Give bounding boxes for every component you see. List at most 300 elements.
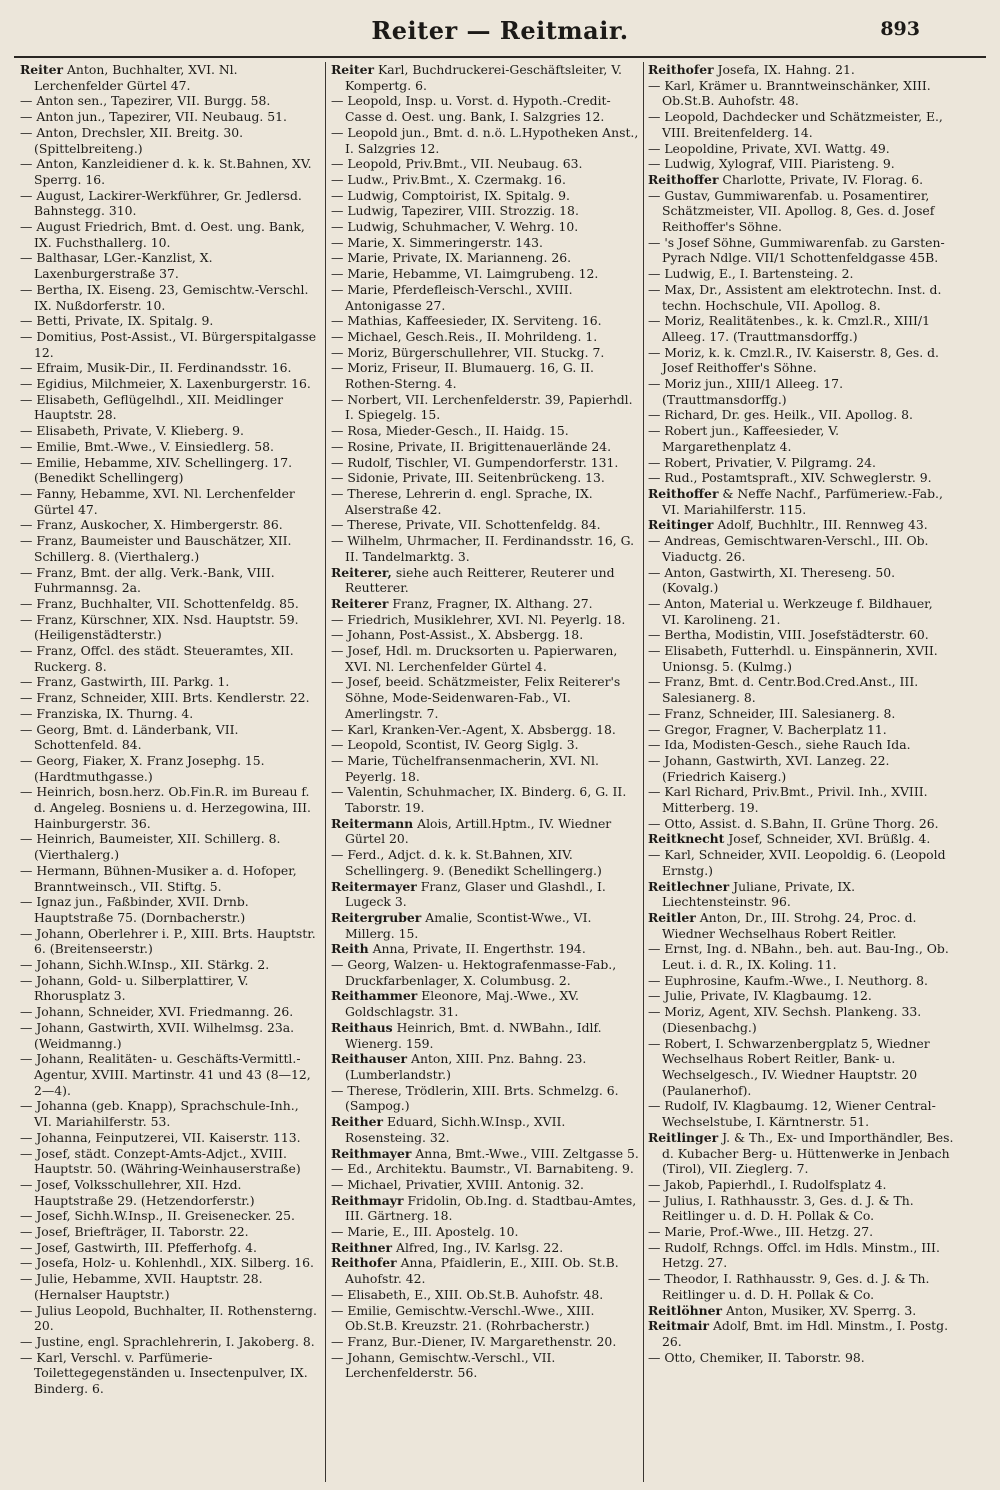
directory-entry — [331, 612, 639, 628]
entry-text: — Johann, Gastwirth, XVI. Lanzeg. 22. (Friedrich Kaiserg.) — [648, 752, 890, 784]
directory-entry — [331, 816, 639, 847]
directory-entry — [648, 156, 954, 172]
entry-text: — Domitius, Post-Assist., VI. Bürgerspitalgasse 12. — [20, 328, 317, 360]
directory-entry — [20, 250, 320, 281]
directory-entry — [648, 423, 954, 454]
directory-entry — [648, 1098, 954, 1129]
entry-text: — Josef, Hdl. m. Drucksorten u. Papierwaren, XVI. Nl. Lerchenfelder Gürtel 4. — [331, 643, 618, 674]
directory-entry — [331, 486, 639, 517]
entry-text: — Anton sen., Tapezirer, VII. Burgg. 58. — [20, 93, 271, 109]
entry-text: Anton, Dr., III. Strohg. 24, Proc. d. Wiedner Wechselhaus Robert Reitler. — [662, 909, 917, 941]
directory-entry — [20, 62, 320, 93]
directory-entry — [648, 62, 954, 78]
entry-text: Franz, Glaser und Glashdl., I. Lugeck 3. — [345, 878, 606, 910]
entry-text: — Robert, Privatier, V. Pilgramg. 24. — [648, 454, 876, 470]
directory-entry — [331, 957, 639, 988]
directory-entry — [331, 1161, 639, 1177]
entry-text: — Franz, Bur.-Diener, IV. Margarethenstr. 20. — [331, 1333, 617, 1349]
entry-surname: Reitlöhner — [648, 1302, 723, 1318]
directory-entry — [331, 1083, 639, 1114]
directory-entry — [20, 612, 320, 643]
entry-text: — Therese, Trödlerin, XIII. Brts. Schmelzg. 6. (Sampog.) — [331, 1082, 619, 1114]
entry-text: — Anton, Material u. Werkzeuge f. Bildhauer, VI. Karolineng. 21. — [648, 595, 933, 627]
entry-surname: Reith — [331, 941, 369, 957]
directory-entry — [648, 643, 954, 674]
directory-entry — [648, 78, 954, 109]
directory-entry — [648, 1004, 954, 1035]
entry-surname: Reiter — [20, 62, 64, 77]
entry-text: — Leopoldine, Private, XVI. Wattg. 49. — [648, 140, 890, 156]
directory-entry — [648, 737, 954, 753]
entry-text: — Fanny, Hebamme, XVI. Nl. Lerchenfelder Gürtel 47. — [20, 485, 295, 517]
directory-entry — [648, 847, 954, 878]
column-divider — [643, 62, 644, 1482]
entry-text: Josef, Schneider, XVI. Brüßlg. 4. — [728, 831, 931, 847]
directory-entry — [20, 329, 320, 360]
entry-text: — Johanna, Feinputzerei, VII. Kaiserstr. 113. — [20, 1129, 301, 1145]
entry-text: — Elisabeth, Private, V. Klieberg. 9. — [20, 423, 244, 439]
entry-text: — Johann, Sichh.W.Insp., XII. Stärkg. 2. — [20, 957, 270, 973]
entry-text: — Therese, Lehrerin d. engl. Sprache, IX. Alserstraße 42. — [331, 485, 593, 517]
entry-text: Alfred, Ing., IV. Karlsg. 22. — [396, 1239, 564, 1255]
directory-entry — [331, 1051, 639, 1082]
entry-text: Eleonore, Maj.-Wwe., XV. Goldschlagstr. 31. — [345, 988, 580, 1020]
entry-text: Juliane, Private, IX. Liechtensteinstr. 96. — [662, 878, 856, 910]
directory-entry — [331, 1334, 639, 1350]
entry-text: — Karl, Verschl. v. Parfümerie-Toilettegegenständen u. Insectenpulver, IX. Binderg. 6. — [20, 1349, 308, 1397]
entry-text: — August, Lackirer-Werkführer, Gr. Jedlersd. Bahnstegg. 310. — [20, 187, 302, 219]
entry-text: — Josef, städt. Conzept-Amts-Adjct., XVIII. Hauptstr. 50. (Währing-Weinhauserstraße) — [20, 1145, 301, 1177]
directory-entry — [20, 188, 320, 219]
directory-entry — [648, 879, 954, 910]
entry-text: — Emilie, Gemischtw.-Verschl.-Wwe., XIII. Ob.St.B. Kreuzstr. 21. (Rohrbacherstr.) — [331, 1302, 595, 1334]
directory-entry — [20, 722, 320, 753]
entry-text: — Georg, Walzen- u. Hektografenmasse-Fab., Druckfarbenlager, X. Columbusg. 2. — [331, 957, 617, 988]
directory-entry — [331, 470, 639, 486]
directory-entry — [648, 533, 954, 564]
directory-entry — [331, 1224, 639, 1240]
entry-text: — Betti, Private, IX. Spitalg. 9. — [20, 313, 214, 329]
entry-text: — Georg, Bmt. d. Länderbank, VII. Schottenfeld. 84. — [20, 721, 239, 753]
directory-entry — [331, 1303, 639, 1334]
directory-entry — [331, 93, 639, 124]
entry-surname: Reitler — [648, 909, 696, 925]
entry-text: Anton, XIII. Pnz. Bahng. 23. (Lumberlandstr.) — [345, 1051, 587, 1082]
entry-text: — Justine, engl. Sprachlehrerin, I. Jakoberg. 8. — [20, 1333, 315, 1349]
directory-entry — [20, 219, 320, 250]
entry-text: — Elisabeth, Futterhdl. u. Einspännerin, XVII. Unionsg. 5. (Kulmg.) — [648, 643, 938, 674]
entry-text: — Franz, Baumeister und Bauschätzer, XII. Schillerg. 8. (Vierthalerg.) — [20, 533, 292, 564]
directory-entry — [20, 517, 320, 533]
entry-text: — Karl, Krämer u. Branntweinschänker, XIII. Ob.St.B. Auhofstr. 48. — [648, 77, 931, 109]
directory-entry — [331, 627, 639, 643]
directory-entry — [331, 1020, 639, 1051]
entry-text: J. & Th., Ex- und Importhändler, Bes. d. Kubacher Berg- u. Hüttenwerke in Jenbach (Tirol), VII. Zieglerg. 7. — [662, 1129, 954, 1177]
column-1 — [20, 62, 320, 1482]
directory-entry — [648, 172, 954, 188]
entry-surname: Reithmayer — [331, 1145, 412, 1161]
page-title: Reiter — Reitmair. — [371, 16, 629, 45]
directory-entry — [20, 1020, 320, 1051]
directory-entry — [20, 1130, 320, 1146]
entry-text: — Karl, Kranken-Ver.-Agent, X. Absbergg. 18. — [331, 721, 616, 737]
directory-entry — [20, 831, 320, 862]
directory-entry — [648, 1318, 954, 1349]
directory-entry — [20, 486, 320, 517]
entry-surname: Reithauser — [331, 1051, 408, 1067]
directory-entry — [20, 282, 320, 313]
directory-entry — [20, 109, 320, 125]
entry-surname: Reithoffer — [648, 171, 719, 187]
entry-surname: Reithaus — [331, 1019, 393, 1035]
entry-text: — Moriz, Friseur, II. Blumauerg. 16, G. II. Rothen-Sterng. 4. — [331, 360, 594, 392]
entry-text: — Franz, Bmt. der allg. Verk.-Bank, VIII. Fuhrmannsg. 2a. — [20, 564, 275, 596]
entry-text: — Jakob, Papierhdl., I. Rudolfsplatz 4. — [648, 1176, 887, 1192]
directory-entry — [331, 360, 639, 391]
entry-text: — Moriz jun., XIII/1 Alleeg. 17. (Trauttmansdorffg.) — [648, 376, 844, 407]
directory-entry — [331, 643, 639, 674]
entry-text: — Marie, Tüchelfransenmacherin, XVI. Nl. Peyerlg. 18. — [331, 752, 599, 784]
entry-text: — Rudolf, IV. Klagbaumg. 12, Wiener Central-Wechselstube, I. Kärntnerstr. 51. — [648, 1098, 936, 1130]
directory-entry — [20, 690, 320, 706]
entry-text: Karl, Buchdruckerei-Geschäftsleiter, V. Kompertg. 6. — [345, 62, 622, 93]
entry-text: — Norbert, VII. Lerchenfelderstr. 39, Papierhdl. I. Spiegelg. 15. — [331, 391, 633, 423]
entry-text: — Balthasar, LGer.-Kanzlist, X. Laxenburgerstraße 37. — [20, 250, 213, 282]
entry-text: — Franziska, IX. Thurng. 4. — [20, 705, 194, 721]
directory-entry — [331, 282, 639, 313]
entry-text: — Franz, Bmt. d. Centr.Bod.Cred.Anst., III. Salesianerg. 8. — [648, 674, 919, 706]
entry-text: — Sidonie, Private, III. Seitenbrückeng. 13. — [331, 470, 605, 486]
directory-entry — [331, 266, 639, 282]
entry-text: — Hermann, Bühnen-Musiker a. d. Hofoper, Branntweinsch., VII. Stiftg. 5. — [20, 862, 297, 894]
directory-entry — [331, 674, 639, 721]
directory-entry — [331, 737, 639, 753]
entry-text: — Franz, Auskocher, X. Himbergerstr. 86. — [20, 517, 283, 533]
entry-text: — Franz, Schneider, III. Salesianerg. 8. — [648, 705, 896, 721]
directory-entry — [331, 910, 639, 941]
directory-entry — [648, 816, 954, 832]
entry-text: — Mathias, Kaffeesieder, IX. Serviteng. 16. — [331, 313, 602, 329]
directory-entry — [331, 565, 639, 596]
directory-entry — [20, 1303, 320, 1334]
directory-entry — [648, 486, 954, 517]
directory-entry — [331, 533, 639, 564]
entry-text: — Andreas, Gemischtwaren-Verschl., III. Ob. Viaductg. 26. — [648, 533, 929, 564]
entry-surname: Reithofer — [331, 1255, 397, 1271]
entry-text: — Otto, Chemiker, II. Taborstr. 98. — [648, 1349, 865, 1365]
entry-text: — Johann, Schneider, XVI. Friedmanng. 26. — [20, 1004, 294, 1020]
entry-text: — Egidius, Milchmeier, X. Laxenburgerstr. 16. — [20, 376, 311, 392]
directory-entry — [648, 1193, 954, 1224]
directory-entry — [20, 706, 320, 722]
directory-entry — [648, 1240, 954, 1271]
directory-entry — [20, 1004, 320, 1020]
entry-surname: Reithner — [331, 1239, 393, 1255]
entry-text: — Franz, Offcl. des städt. Steueramtes, XII. Ruckerg. 8. — [20, 643, 294, 674]
entry-text: — Euphrosine, Kaufm.-Wwe., I. Neuthorg. 8. — [648, 972, 928, 988]
directory-entry — [331, 847, 639, 878]
directory-entry — [331, 156, 639, 172]
directory-entry — [648, 988, 954, 1004]
directory-entry — [331, 62, 639, 93]
directory-entry — [331, 455, 639, 471]
directory-entry — [20, 596, 320, 612]
entry-text: — Michael, Privatier, XVIII. Antonig. 32. — [331, 1176, 584, 1192]
entry-surname: Reitknecht — [648, 831, 725, 847]
entry-text: — Elisabeth, E., XIII. Ob.St.B. Auhofstr. 48. — [331, 1286, 604, 1302]
entry-text: — Ludwig, Xylograf, VIII. Piaristeng. 9. — [648, 156, 895, 172]
directory-entry — [648, 784, 954, 815]
entry-text: — Franz, Kürschner, XIX. Nsd. Hauptstr. 59. (Heiligenstädterstr.) — [20, 611, 299, 643]
directory-entry — [331, 172, 639, 188]
directory-entry — [20, 957, 320, 973]
column-2 — [331, 62, 639, 1482]
directory-entry — [331, 188, 639, 204]
directory-entry — [648, 706, 954, 722]
entry-text: — Valentin, Schuhmacher, IX. Binderg. 6, G. II. Taborstr. 19. — [331, 784, 627, 816]
entry-text: — Anton, Gastwirth, XI. Thereseng. 50. (Kovalg.) — [648, 564, 896, 596]
entry-text: Anna, Bmt.-Wwe., VIII. Zeltgasse 5. — [415, 1145, 639, 1161]
entry-text: — 's Josef Söhne, Gummiwarenfab. zu Garsten-Pyrach Ndlge. VII/1 Schottenfeldgasse 45B. — [648, 234, 945, 266]
header-rule — [14, 56, 986, 58]
entry-text: — Josef, beeid. Schätzmeister, Felix Reiterer's Söhne, Mode-Seidenwaren-Fab., VI. Amerlingstr. 7. — [331, 674, 621, 721]
entry-text: — Ludw., Priv.Bmt., X. Czermakg. 16. — [331, 171, 566, 187]
directory-entry — [648, 1224, 954, 1240]
directory-entry — [331, 722, 639, 738]
directory-entry — [648, 266, 954, 282]
directory-entry — [20, 533, 320, 564]
entry-text: — Rosine, Private, II. Brigittenauerlände 24. — [331, 438, 612, 454]
entry-text: — Franz, Schneider, XIII. Brts. Kendlerstr. 22. — [20, 690, 310, 706]
entry-text: — Ludwig, Tapezirer, VIII. Strozzig. 18. — [331, 203, 579, 219]
directory-entry — [20, 376, 320, 392]
directory-entry — [648, 1036, 954, 1099]
entry-text: — Marie, Hebamme, VI. Laimgrubeng. 12. — [331, 266, 599, 282]
page-number: 893 — [880, 18, 920, 40]
directory-entry — [331, 345, 639, 361]
entry-text: — Friedrich, Musiklehrer, XVI. Nl. Peyerlg. 18. — [331, 611, 626, 627]
entry-text: Fridolin, Ob.Ing. d. Stadtbau-Amtes, III. Gärtnerg. 18. — [345, 1192, 637, 1224]
directory-entry — [20, 926, 320, 957]
entry-text: Amalie, Scontist-Wwe., VI. Millerg. 15. — [345, 909, 592, 941]
directory-entry — [648, 517, 954, 533]
column-divider — [325, 62, 326, 1482]
directory-entry — [20, 423, 320, 439]
entry-text: — Heinrich, bosn.herz. Ob.Fin.R. im Bureau f. d. Angeleg. Bosniens u. d. Herzegowina, III. Hainburgerstr. 36. — [20, 784, 311, 831]
directory-entry — [648, 188, 954, 235]
entry-text: — Marie, Pferdefleisch-Verschl., XVIII. Antonigasse 27. — [331, 281, 573, 313]
entry-text: Alois, Artill.Hptm., IV. Wiedner Gürtel 20. — [345, 815, 612, 847]
entry-text: — Josef, Gastwirth, III. Pfefferhofg. 4. — [20, 1239, 257, 1255]
directory-entry — [331, 219, 639, 235]
entry-text: — Karl Richard, Priv.Bmt., Privil. Inh., XVIII. Mitterberg. 19. — [648, 784, 928, 816]
directory-entry — [331, 1114, 639, 1145]
directory-entry — [20, 565, 320, 596]
entry-text: — Johanna (geb. Knapp), Sprachschule-Inh., VI. Mariahilferstr. 53. — [20, 1098, 299, 1130]
entry-text: Anna, Pfaidlerin, E., XIII. Ob. St.B. Auhofstr. 42. — [345, 1255, 619, 1287]
directory-entry — [648, 109, 954, 140]
entry-text: Franz, Fragner, IX. Althang. 27. — [392, 595, 593, 611]
directory-entry — [648, 831, 954, 847]
directory-entry — [331, 250, 639, 266]
entry-text: — Anton, Drechsler, XII. Breitg. 30. (Spittelbreiteng.) — [20, 124, 244, 156]
directory-entry — [20, 784, 320, 831]
directory-entry — [20, 392, 320, 423]
entry-surname: Reithofer — [648, 62, 714, 77]
directory-entry — [20, 1240, 320, 1256]
directory-entry — [648, 753, 954, 784]
directory-entry — [648, 1303, 954, 1319]
entry-text: Adolf, Bmt. im Hdl. Minstm., I. Postg. 26. — [662, 1318, 949, 1349]
entry-text: — August Friedrich, Bmt. d. Oest. ung. Bank, IX. Fuchsthallerg. 10. — [20, 219, 305, 250]
column-3 — [648, 62, 954, 1482]
directory-entry — [331, 125, 639, 156]
entry-text: — Marie, E., III. Apostelg. 10. — [331, 1224, 519, 1240]
directory-entry — [331, 753, 639, 784]
entry-text: — Rud., Postamtspraft., XIV. Schweglerstr. 9. — [648, 470, 932, 486]
entry-text: — Heinrich, Baumeister, XII. Schillerg. 8. (Vierthalerg.) — [20, 831, 281, 863]
directory-entry — [20, 313, 320, 329]
entry-text: — Franz, Gastwirth, III. Parkg. 1. — [20, 674, 230, 690]
entry-text: — Wilhelm, Uhrmacher, II. Ferdinandsstr. 16, G. II. Tandelmarktg. 3. — [331, 533, 635, 564]
entry-surname: Reithmayr — [331, 1192, 404, 1208]
directory-entry — [648, 941, 954, 972]
entry-text: — Moriz, k. k. Cmzl.R., IV. Kaiserstr. 8, Ges. d. Josef Reithoffer's Söhne. — [648, 344, 939, 376]
entry-surname: Reitermann — [331, 815, 414, 831]
directory-entry — [20, 674, 320, 690]
directory-entry — [331, 596, 639, 612]
directory-entry — [648, 376, 954, 407]
directory-entry — [331, 1287, 639, 1303]
entry-text: — Emilie, Hebamme, XIV. Schellingerg. 17. (Benedikt Schellingerg) — [20, 454, 293, 486]
directory-entry — [331, 235, 639, 251]
entry-text: — Rosa, Mieder-Gesch., II. Haidg. 15. — [331, 423, 569, 439]
directory-entry — [20, 1334, 320, 1350]
entry-text: — Ida, Modisten-Gesch., siehe Rauch Ida. — [648, 737, 911, 753]
entry-text: Josefa, IX. Hahng. 21. — [717, 62, 855, 77]
entry-text: — Gregor, Fragner, V. Bacherplatz 11. — [648, 721, 887, 737]
directory-entry — [20, 1208, 320, 1224]
entry-text: — Rudolf, Rchngs. Offcl. im Hdls. Minstm., III. Hetzg. 27. — [648, 1239, 940, 1271]
entry-text: — Johann, Gemischtw.-Verschl., VII. Lerchenfelderstr. 56. — [331, 1349, 556, 1381]
entry-text: — Leopold, Dachdecker und Schätzmeister, E., VIII. Breitenfelderg. 14. — [648, 109, 943, 140]
entry-text: — Julie, Hebamme, XVII. Hauptstr. 28. (Hernalser Hauptstr.) — [20, 1271, 263, 1302]
entry-text: — Johann, Gold- u. Silberplattirer, V. Rhorusplatz 3. — [20, 972, 249, 1004]
entry-text: — Marie, Prof.-Wwe., III. Hetzg. 27. — [648, 1224, 874, 1240]
directory-entry — [648, 1271, 954, 1302]
page-header — [0, 0, 1000, 50]
entry-text: — Julius Leopold, Buchhalter, II. Rothensterng. 20. — [20, 1302, 317, 1334]
entry-surname: Reitlechner — [648, 878, 730, 894]
entry-text: — Elisabeth, Geflügelhdl., XII. Meidlinger Hauptstr. 28. — [20, 391, 284, 423]
entry-text: — Ludwig, Schuhmacher, V. Wehrg. 10. — [331, 219, 579, 235]
directory-entry — [20, 93, 320, 109]
entry-text: Adolf, Buchhltr., III. Rennweg 43. — [717, 517, 928, 533]
entry-text: — Michael, Gesch.Reis., II. Mohrildeng. 1. — [331, 328, 598, 344]
entry-surname: Reither — [331, 1114, 384, 1130]
directory-entry — [648, 141, 954, 157]
directory-entry — [20, 360, 320, 376]
entry-text: — Anton jun., Tapezirer, VII. Neubaug. 51. — [20, 109, 287, 125]
entry-surname: Reiterer — [331, 595, 389, 611]
directory-entry — [20, 1350, 320, 1397]
entry-text: — Josef, Volksschullehrer, XII. Hzd. Hauptstraße 29. (Hetzendorferstr.) — [20, 1176, 255, 1208]
entry-text: Eduard, Sichh.W.Insp., XVII. Rosensteing. 32. — [345, 1114, 566, 1145]
entry-text: — Otto, Assist. d. S.Bahn, II. Grüne Thorg. 26. — [648, 815, 939, 831]
entry-text: — Ludwig, E., I. Bartensteing. 2. — [648, 266, 854, 282]
entry-surname: Reithammer — [331, 988, 418, 1004]
entry-text: — Moriz, Bürgerschullehrer, VII. Stuckg. 7. — [331, 344, 605, 360]
directory-entry — [20, 863, 320, 894]
directory-entry — [648, 1177, 954, 1193]
entry-text: — Josef, Briefträger, II. Taborstr. 22. — [20, 1224, 249, 1240]
directory-entry — [20, 1098, 320, 1129]
directory-entry — [648, 1130, 954, 1177]
directory-entry — [648, 282, 954, 313]
directory-entry — [648, 910, 954, 941]
entry-surname: Reitergruber — [331, 909, 422, 925]
directory-entry — [648, 565, 954, 596]
entry-text: — Johann, Realitäten- u. Geschäfts-Vermittl.-Agentur, XVIII. Martinstr. 41 und 43 (8—12, 2—4). — [20, 1051, 311, 1098]
entry-text: — Robert, I. Schwarzenbergplatz 5, Wiedner Wechselhaus Robert Reitler, Bank- u. Wechselgesch., IV. Wiedner Hauptstr. 20 (Paulanerhof). — [648, 1035, 930, 1098]
directory-entry — [648, 596, 954, 627]
directory-entry — [331, 1193, 639, 1224]
directory-entry — [20, 753, 320, 784]
directory-entry — [648, 1350, 954, 1366]
entry-text: — Therese, Private, VII. Schottenfeldg. 84. — [331, 517, 601, 533]
entry-text: Anton, Musiker, XV. Sperrg. 3. — [725, 1302, 917, 1318]
directory-entry — [331, 988, 639, 1019]
entry-text: — Johann, Oberlehrer i. P., XIII. Brts. Hauptstr. 6. (Breitenseerstr.) — [20, 925, 316, 957]
entry-text: — Franz, Buchhalter, VII. Schottenfeldg. 85. — [20, 595, 299, 611]
directory-entry — [20, 1224, 320, 1240]
entry-text: — Josefa, Holz- u. Kohlenhdl., XIX. Silberg. 16. — [20, 1255, 314, 1271]
entry-text: — Moriz, Realitätenbes., k. k. Cmzl.R., XIII/1 Alleeg. 17. (Trauttmansdorffg.) — [648, 313, 930, 344]
entry-text: — Theodor, I. Rathhausstr. 9, Ges. d. J. & Th. Reitlinger u. d. D. H. Pollak & Co. — [648, 1271, 930, 1302]
directory-entry — [331, 329, 639, 345]
directory-entry — [648, 470, 954, 486]
entry-text: — Johann, Gastwirth, XVII. Wilhelmsg. 23a. (Weidmanng.) — [20, 1019, 295, 1051]
entry-text: — Leopold jun., Bmt. d. n.ö. L.Hypotheken Anst., I. Salzgries 12. — [331, 124, 639, 156]
entry-text: — Max, Dr., Assistent am elektrotechn. Inst. d. techn. Hochschule, VII. Apollog. 8. — [648, 281, 942, 313]
directory-entry — [20, 455, 320, 486]
directory-entry — [331, 392, 639, 423]
entry-surname: Reitinger — [648, 517, 714, 533]
directory-entry — [331, 1255, 639, 1286]
entry-surname: Reiter — [331, 62, 375, 77]
directory-entry — [648, 674, 954, 705]
entry-surname: Reitmair — [648, 1318, 709, 1334]
entry-text: & Neffe Nachf., Parfümeriew.-Fab., VI. Mariahilferstr. 115. — [662, 485, 943, 517]
directory-entry — [331, 784, 639, 815]
directory-entry — [331, 1350, 639, 1381]
entry-surname: Reitlinger — [648, 1129, 719, 1145]
directory-entry — [331, 879, 639, 910]
entry-text: — Ernst, Ing. d. NBahn., beh. aut. Bau-Ing., Ob. Leut. i. d. R., IX. Koling. 11. — [648, 941, 949, 973]
directory-entry — [20, 439, 320, 455]
directory-entry — [20, 125, 320, 156]
entry-text: — Ignaz jun., Faßbinder, XVII. Drnb. Hauptstraße 75. (Dornbacherstr.) — [20, 894, 249, 925]
entry-text: — Rudolf, Tischler, VI. Gumpendorferstr. 131. — [331, 454, 619, 470]
directory-entry — [648, 407, 954, 423]
directory-entry — [20, 156, 320, 187]
directory-entry — [648, 627, 954, 643]
directory-entry — [648, 345, 954, 376]
entry-text: — Johann, Post-Assist., X. Absbergg. 18. — [331, 627, 584, 643]
entry-text: — Marie, Private, IX. Marianneng. 26. — [331, 250, 572, 266]
entry-text: Anton, Buchhalter, XVI. Nl. Lerchenfelder Gürtel 47. — [34, 62, 238, 93]
entry-text: — Josef, Sichh.W.Insp., II. Greisenecker. 25. — [20, 1208, 295, 1224]
